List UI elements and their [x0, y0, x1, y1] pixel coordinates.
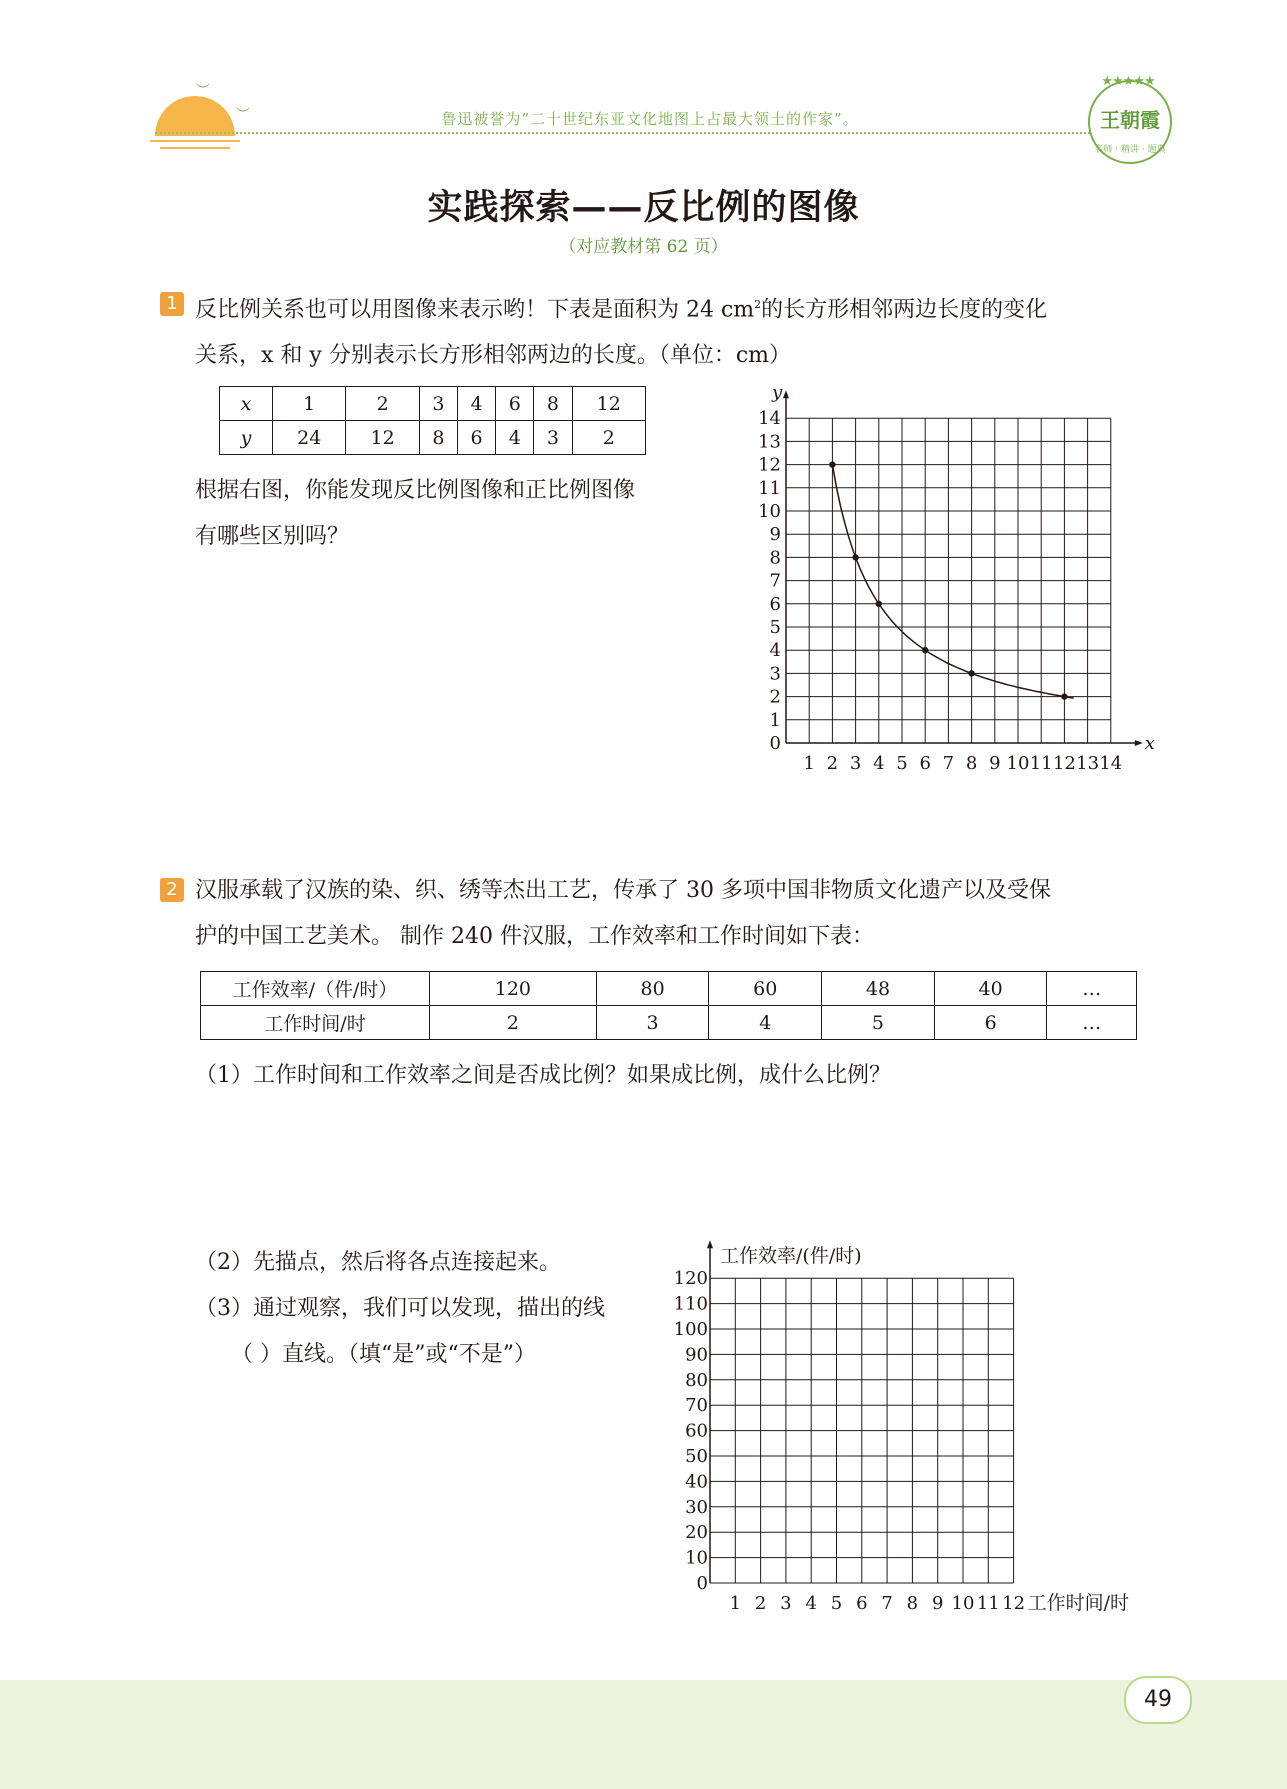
y-tick-label: 14 — [758, 408, 781, 430]
table-cell: 6 — [934, 1006, 1047, 1040]
data-point — [876, 601, 882, 607]
y-tick-label: 0 — [769, 733, 781, 754]
problem-2-text — [195, 868, 1195, 960]
x-tick-label: 9 — [931, 1593, 944, 1614]
x-tick-label: 12 — [1002, 1593, 1026, 1614]
y-tick-label: 60 — [685, 1420, 708, 1442]
x-tick-label: 10 — [951, 1593, 975, 1614]
y-tick-label: 2 — [769, 686, 781, 708]
table-header-y: y — [220, 421, 273, 455]
problem-2-line1: 汉服承载了汉族的染、织、绣等杰出工艺，传承了 30 多项中国非物质文化遗产以及受保 — [195, 878, 1051, 903]
bird-icon: ︶ — [236, 107, 250, 123]
x-axis-arrow — [1135, 740, 1143, 746]
curve-y-equals-24-over-x — [832, 465, 1073, 698]
x-tick-label: 7 — [881, 1593, 893, 1614]
table-cell: 1 — [273, 387, 346, 421]
x-axis-label: x — [1144, 733, 1155, 754]
question-q2: （2）先描点，然后将各点连接起来。 — [195, 1250, 561, 1275]
table-cell: 5 — [822, 1006, 935, 1040]
sun-line — [150, 140, 240, 142]
x-tick-label: 13 — [1076, 753, 1100, 774]
sun-line — [160, 147, 230, 149]
y-axis-label: 工作效率/(件/时) — [720, 1245, 862, 1268]
x-tick-label: 6 — [856, 1593, 868, 1614]
y-tick-label: 12 — [758, 454, 781, 476]
page-subtitle: （对应教材第 62 页） — [559, 237, 728, 257]
table-header-time: 工作时间/时 — [201, 1006, 430, 1040]
table-cell: 6 — [496, 387, 534, 421]
table-cell: … — [1047, 1006, 1137, 1040]
x-tick-label: 3 — [849, 753, 862, 774]
y-tick-label: 10 — [685, 1547, 708, 1569]
footer-band — [0, 1680, 1287, 1789]
logo-stars: ★★★★★ — [1101, 74, 1155, 89]
question-line: 有哪些区别吗？ — [195, 524, 350, 549]
y-tick-label: 120 — [673, 1268, 708, 1290]
x-tick-label: 12 — [1052, 753, 1076, 774]
y-tick-label: 110 — [673, 1293, 708, 1315]
y-axis-label: y — [772, 382, 783, 404]
problem-2-line2: 护的中国工艺美术。 制作 240 件汉服，工作效率和工作时间如下表： — [195, 924, 874, 949]
x-tick-label: 2 — [754, 1593, 767, 1614]
x-tick-label: 11 — [1029, 753, 1053, 774]
table-cell: 4 — [496, 421, 534, 455]
sun-decoration — [155, 96, 235, 136]
question-q3: （3）通过观察，我们可以发现，描出的线 — [195, 1296, 605, 1321]
y-tick-label: 1 — [769, 709, 781, 731]
x-tick-label: 1 — [729, 1593, 742, 1614]
y-tick-label: 5 — [769, 617, 781, 638]
table-cell: 3 — [596, 1006, 709, 1040]
y-tick-label: 70 — [685, 1395, 708, 1417]
table-cell: 120 — [430, 972, 597, 1006]
table-cell: 48 — [822, 972, 935, 1006]
y-tick-label: 9 — [769, 524, 781, 546]
table-cell: 12 — [346, 421, 419, 455]
table-cell: 6 — [458, 421, 496, 455]
x-tick-label: 6 — [919, 753, 931, 774]
question-line: 根据右图，你能发现反比例图像和正比例图像 — [195, 478, 636, 503]
problem-2-q1: （1）工作时间和工作效率之间是否成比例？如果成比例，成什么比例？ — [195, 1063, 891, 1088]
x-tick-label: 1 — [803, 753, 815, 774]
table-header-x: x — [220, 387, 273, 421]
x-tick-label: 4 — [805, 1593, 817, 1614]
x-tick-label: 7 — [942, 753, 955, 774]
problem-2-q2-q3 — [195, 1240, 665, 1378]
y-axis-arrow — [783, 390, 789, 398]
y-tick-label: 100 — [673, 1319, 708, 1340]
bird-icon: ︶ — [196, 83, 210, 99]
data-point — [829, 461, 835, 467]
y-tick-label: 20 — [685, 1522, 708, 1544]
logo-subtext: 名师 · 精讲 · 题典 — [1094, 145, 1166, 155]
data-point — [852, 554, 858, 560]
problem-2-badge: 2 — [160, 878, 184, 902]
y-axis-arrow — [707, 1240, 713, 1248]
table-cell: 4 — [458, 387, 496, 421]
table-cell: … — [1047, 972, 1137, 1006]
data-point — [922, 647, 928, 653]
problem-1-line2: 关系，x 和 y 分别表示长方形相邻两边的长度。（单位：cm） — [195, 343, 791, 369]
problem-1-text — [195, 282, 1195, 379]
table-cell: 2 — [572, 421, 645, 455]
x-tick-label: 5 — [896, 753, 908, 774]
y-tick-label: 8 — [769, 547, 781, 569]
problem-1-question — [195, 468, 735, 560]
problem-1-badge: 1 — [160, 292, 184, 316]
problem-1-line1: 反比例关系也可以用图像来表示哟！下表是面积为 24 $cm^2$的长方形相邻两边长度的变化 — [195, 297, 1048, 323]
y-tick-label: 40 — [685, 1471, 708, 1493]
table-cell: 24 — [273, 421, 346, 455]
problem-1-table — [219, 386, 646, 455]
x-tick-label: 2 — [826, 753, 839, 774]
y-tick-label: 3 — [769, 663, 781, 685]
table-cell: 60 — [709, 972, 822, 1006]
blank-plot-grid — [660, 1238, 1170, 1618]
y-tick-label: 90 — [685, 1344, 708, 1366]
table-cell: 4 — [709, 1006, 822, 1040]
table-cell: 8 — [534, 387, 572, 421]
page-number: 49 — [1124, 1676, 1192, 1724]
x-tick-label: 5 — [830, 1593, 843, 1614]
y-tick-label: 6 — [769, 593, 781, 615]
inverse-proportion-chart — [740, 380, 1180, 780]
table-cell: 3 — [419, 387, 457, 421]
x-tick-label: 14 — [1099, 753, 1123, 774]
logo-text: 王朝霞 — [1100, 108, 1160, 132]
table-cell: 2 — [346, 387, 419, 421]
y-tick-label: 4 — [769, 640, 781, 662]
data-point — [968, 670, 974, 676]
x-tick-label: 8 — [906, 1593, 919, 1614]
table-cell: 12 — [572, 387, 645, 421]
answer-blank[interactable]: （ ）直线。（填“是”或“不是”） — [231, 1342, 536, 1367]
problem-2-table — [200, 971, 1137, 1040]
page-title: 实践探索——反比例的图像 — [427, 188, 860, 228]
x-tick-label: 11 — [976, 1593, 1000, 1614]
x-tick-label: 10 — [1006, 753, 1030, 774]
y-tick-label: 30 — [685, 1496, 708, 1518]
x-axis-label: 工作时间/时 — [1027, 1592, 1130, 1614]
header-quote: 鲁迅被誉为“二十世纪东亚文化地图上占最大领土的作家”。 — [441, 110, 859, 128]
table-cell: 80 — [596, 972, 709, 1006]
x-tick-label: 9 — [989, 753, 1001, 774]
table-cell: 40 — [934, 972, 1047, 1006]
x-tick-label: 3 — [780, 1593, 792, 1614]
table-cell: 8 — [419, 421, 457, 455]
y-tick-label: 80 — [685, 1369, 708, 1391]
y-tick-label: 0 — [696, 1573, 708, 1594]
y-tick-label: 7 — [769, 570, 781, 592]
y-tick-label: 10 — [758, 501, 781, 522]
table-header-efficiency: 工作效率/（件/时） — [201, 972, 430, 1006]
table-cell: 2 — [430, 1006, 597, 1040]
x-tick-label: 8 — [965, 753, 978, 774]
y-tick-label: 13 — [758, 431, 781, 453]
x-tick-label: 4 — [873, 753, 885, 774]
y-tick-label: 11 — [758, 477, 781, 499]
table-cell: 3 — [534, 421, 572, 455]
y-tick-label: 50 — [685, 1446, 708, 1467]
header-divider — [155, 132, 1090, 134]
data-point — [1061, 693, 1067, 699]
